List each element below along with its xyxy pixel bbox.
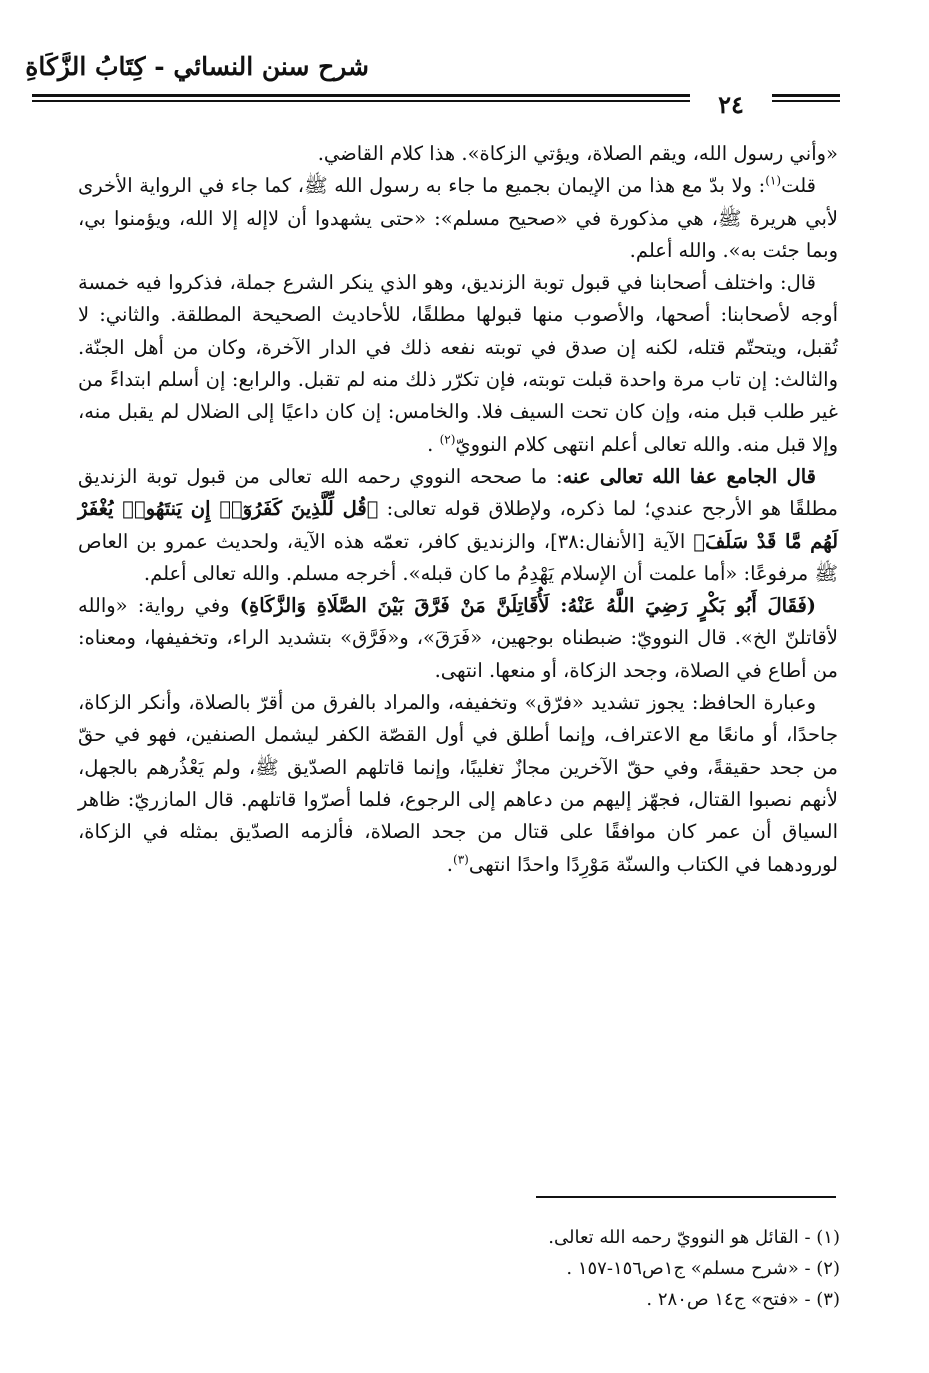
text-run: . bbox=[427, 432, 440, 456]
bold-text: ﴿قُل لِّلَّذِينَ كَفَرُوٓا۟ إِن يَنتَهُوا۟ يُغْفَرْ لَهُم مَّا قَدْ سَلَفَ﴾ bbox=[78, 497, 839, 553]
bold-text: قال الجامع عفا الله تعالى عنه bbox=[562, 464, 817, 488]
paragraph bbox=[78, 170, 838, 267]
footnote-ref: (١) bbox=[765, 173, 782, 188]
text-run: الآية [الأنفال:٣٨]، والزنديق كافر، تعمّه هذه الآية، ولحديث عمرو بن العاص ﷺ مرفوعًا: «أما علمت أن الإسلام يَهْدِمُ ما كان قبله». أخرجه مسلم. والله تعالى أعلم. bbox=[78, 529, 838, 585]
page-number: ٢٤ bbox=[718, 90, 744, 119]
paragraph bbox=[78, 687, 838, 881]
footnote-1: (١) - القائل هو النوويّ رحمه الله تعالى. bbox=[548, 1227, 840, 1248]
footnote-3: (٣) - «فتح» ج١٤ ص٢٨٠ . bbox=[646, 1289, 840, 1310]
text-run: قلت bbox=[781, 174, 816, 198]
footnote-ref: (٣) bbox=[453, 852, 469, 867]
footnotes bbox=[78, 1222, 840, 1315]
header-rule-right-thick bbox=[772, 94, 840, 97]
footnote-separator bbox=[536, 1196, 836, 1198]
text-run: وعبارة الحافظ: يجوز تشديد «فرّق» وتخفيفه، والمراد بالفرق من أقرّ بالصلاة، وأنكر الزكاة، جاحدًا، أو مانعًا مع الاعتراف، وإنما أطلق في أول القصّة الكفر ليشمل الصنفين، فهو في حقّ من جحد حقيقةً، وفي حقّ الآخرين مجازٌ تغليبًا، وإنما قاتلهم الصدّيق ﷺ، ولم يَعْذُرهم بالجهل، لأنهم نصبوا القتال، فجهّز إليهم من دعاهم إلى الرجوع، فلما أصرّوا قاتلهم. قال المازريّ: ظاهر السياق أن عمر كان موافقًا على قتال من جحد الصلاة، فألزمه الصدّيق بمثله في الزكاة، لورودهما في الكتاب والسنّة مَوْرِدًا واحدًا انتهى bbox=[78, 691, 839, 876]
header-rule-thin bbox=[32, 100, 690, 102]
text-run: وفي رواية: «والله لأقاتلنّ الخ». قال النوويّ: ضبطناه بوجهين، «فَرَقَ»، و«فَرَّق» بتشديد الراء، وتخفيفها، ومعناه: من أطاع في الصلاة، وجحد الزكاة، أو منعها. انتهى. bbox=[78, 594, 838, 682]
text-run: : ما صححه النووي رحمه الله تعالى من قبول توبة الزنديق مطلقًا هو الأرجح عندي؛ لما ذكره، ولإطلاق قوله تعالى: bbox=[78, 464, 838, 521]
paragraph bbox=[78, 461, 838, 590]
main-body-text bbox=[78, 138, 838, 881]
header-rule-right-thin bbox=[772, 100, 840, 102]
footnote-2: (٢) - «شرح مسلم» ج١ص١٥٦-١٥٧ . bbox=[566, 1258, 840, 1279]
bold-text: (فَقَالَ أَبُو بَكْرٍ رَضِيَ اللَّهُ عَنْهُ: لَأُقَاتِلَنَّ مَنْ فَرَّقَ بَيْنَ الصَّلَاةِ وَالزَّكَاةِ) bbox=[239, 594, 816, 618]
text-run: «وأني رسول الله، ويقم الصلاة، ويؤتي الزكاة». هذا كلام القاضي. bbox=[317, 142, 838, 165]
paragraph bbox=[78, 590, 838, 687]
paragraph bbox=[78, 138, 838, 170]
text-run: . bbox=[446, 852, 453, 876]
text-run: : ولا بدّ مع هذا من الإيمان بجميع ما جاء به رسول الله ﷺ، كما جاء في الرواية الأخرى لأبي هريرة ﷺ، هي مذكورة في «صحيح مسلم»: «حتى يشهدوا أن لاإله إلا الله، ويؤمنوا بي، وبما جئت به». والله أعلم. bbox=[78, 174, 838, 262]
header-rule-thick bbox=[32, 94, 690, 97]
paragraph bbox=[78, 267, 838, 461]
text-run: قال: واختلف أصحابنا في قبول توبة الزنديق، وهو الذي ينكر الشرع جملة، فذكروا فيه خمسة أوجه لأصحابنا: أصحها، والأصوب منها قبولها مطلقًا، للأحاديث الصحيحة المطلقة. والثاني: لا تُقبل، ويتحتّم قتله، لكنه إن صدق في توبته نفعه ذلك في الدار الآخرة، وكان من أهل الجنّة. والثالث: إن تاب مرة واحدة قبلت توبته، فإن تكرّر ذلك منه لم تقبل. والرابع: إن أسلم ابتداءً من غير طلب قبل منه، وإن كان تحت السيف فلا. والخامس: إن كان داعيًا إلى الضلال لم يقبل منه، وإلا قبل منه. والله تعالى أعلم انتهى كلام النوويّ bbox=[78, 271, 838, 456]
running-header-title: شرح سنن النسائي - كِتَابُ الزَّكَاةِ bbox=[25, 52, 369, 81]
footnote-ref: (٢) bbox=[439, 432, 456, 447]
